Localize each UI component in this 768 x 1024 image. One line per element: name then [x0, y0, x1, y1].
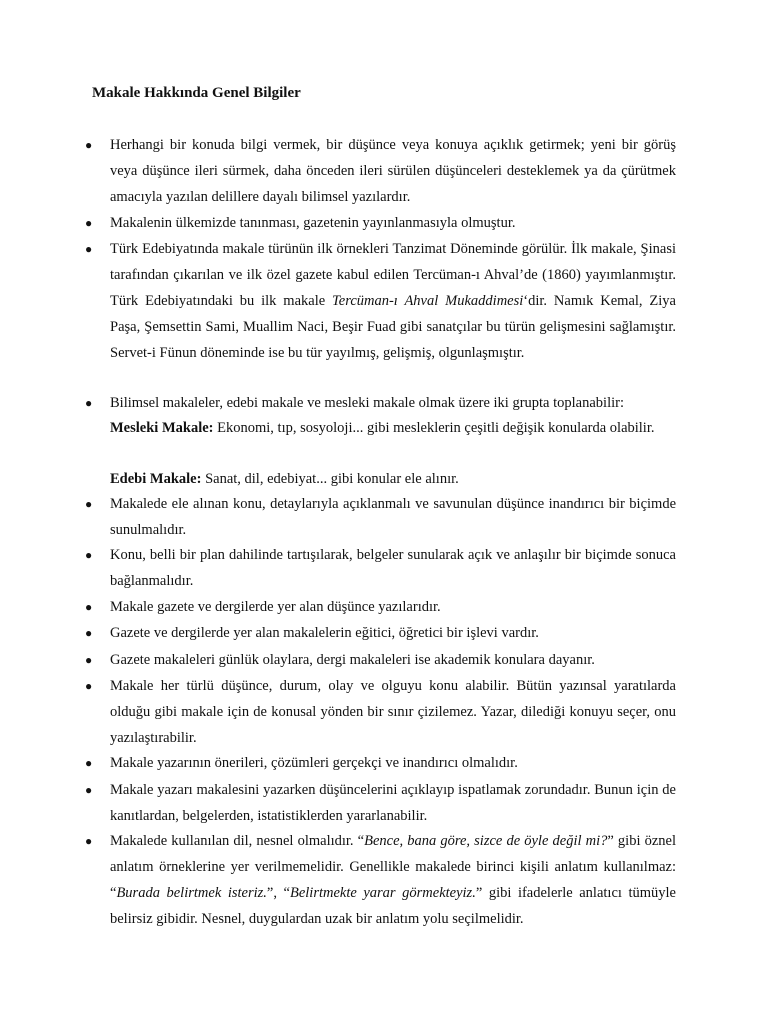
- text-run: Makalede kullanılan dil, nesnel olmalıdır. “: [110, 833, 365, 849]
- bullet-icon: ●: [85, 242, 93, 256]
- bullet-icon: ●: [85, 834, 93, 848]
- list-item-text: Makale yazarı makalesini yazarken düşüncelerini açıklayıp ispatlamak zorundadır. Bunun için de kanıtlardan, belgelerden, istatistiklerden yararlanabilir.: [110, 782, 676, 824]
- list-item-text: Makale yazarının önerileri, çözümleri gerçekçi ve inandırıcı olmalıdır.: [110, 755, 518, 771]
- italic-quote: Burada belirtmek isteriz.: [116, 885, 267, 901]
- category-description: Ekonomi, tıp, sosyoloji... gibi mesleklerin çeşitli değişik konularda olabilir.: [213, 420, 655, 436]
- italic-quote: Belirtmekte yarar görmekteyiz.: [289, 885, 476, 901]
- bullet-icon: ●: [85, 756, 93, 770]
- category-text: [110, 415, 676, 441]
- list-item-text: Makale gazete ve dergilerde yer alan düşünce yazılarıdır.: [110, 599, 441, 615]
- text-run: ‘dir. Namık Kemal, Ziya Paşa, Şemsettin Sami, Muallim Naci, Beşir Fuad gibi sanatçılar bu türün gelişmesini sağlamıştır. Servet-i Fünun döneminde ise bu tür yayılmış, gelişmiş, olgunlaşmıştır.: [110, 293, 676, 361]
- list-item-text: [110, 828, 676, 932]
- bullet-icon: ●: [85, 653, 93, 667]
- bullet-icon: ●: [85, 548, 93, 562]
- page-title: Makale Hakkında Genel Bilgiler: [92, 85, 301, 101]
- bullet-icon: ●: [85, 626, 93, 640]
- list-item-text: [110, 236, 676, 366]
- bullet-icon: ●: [85, 497, 93, 511]
- bullet-icon: ●: [85, 679, 93, 693]
- bullet-icon: ●: [85, 138, 93, 152]
- text-run: ” gibi öznel anlatım örneklerine yer verilmemelidir. Genellikle makalede birinci kişili anlatım kullanılmaz: “: [110, 833, 676, 901]
- category-description: Sanat, dil, edebiyat... gibi konular ele alınır.: [201, 471, 459, 487]
- list-item-text: Makalenin ülkemizde tanınması, gazetenin yayınlanmasıyla olmuştur.: [110, 215, 516, 231]
- list-item-text: Gazete ve dergilerde yer alan makalelerin eğitici, öğretici bir işlevi vardır.: [110, 625, 539, 641]
- bullet-icon: ●: [85, 783, 93, 797]
- italic-title: Tercüman-ı Ahval Mukaddimesi: [332, 293, 524, 309]
- list-item-text: Herhangi bir konuda bilgi vermek, bir düşünce veya konuya açıklık getirmek; yeni bir görüş veya düşünce ileri sürmek, daha önceden ileri sürülen düşünceleri desteklemek ya da çürütmek amacıyla yazılan delillere dayalı bilimsel yazılardır.: [110, 137, 676, 205]
- category-label: Mesleki Makale:: [110, 420, 214, 436]
- bullet-icon: ●: [85, 396, 93, 410]
- list-item-text: Makale her türlü düşünce, durum, olay ve olguyu konu alabilir. Bütün yazınsal yaratılarda olduğu gibi makale için de konusal yönden bir sınır çizilemez. Yazar, dilediği konuyu seçer, onu yazılaştırabilir.: [110, 678, 676, 746]
- category-text: [110, 466, 676, 492]
- text-run: ” gibi ifadelerle anlatıcı tümüyle belirsiz gibidir. Nesnel, duygulardan uzak bir anlatım yolu seçilmelidir.: [110, 885, 676, 927]
- bullet-icon: ●: [85, 216, 93, 230]
- list-item-text: Konu, belli bir plan dahilinde tartışılarak, belgeler sunularak açık ve anlaşılır bir biçimde sonuca bağlanmalıdır.: [110, 547, 676, 589]
- list-item-text: Gazete makaleleri günlük olaylara, dergi makaleleri ise akademik konulara dayanır.: [110, 652, 595, 668]
- text-run: ”, “: [266, 885, 290, 901]
- italic-quote: Bence, bana göre, sizce de öyle değil mi?: [364, 833, 608, 849]
- bullet-icon: ●: [85, 600, 93, 614]
- list-item-text: Bilimsel makaleler, edebi makale ve mesleki makale olmak üzere iki grupta toplanabilir:: [110, 395, 624, 411]
- list-item-text: Makalede ele alınan konu, detaylarıyla açıklanmalı ve savunulan düşünce inandırıcı bir biçimde sunulmalıdır.: [110, 496, 676, 538]
- category-label: Edebi Makale:: [110, 471, 202, 487]
- text-run: Türk Edebiyatında makale türünün ilk örnekleri Tanzimat Döneminde görülür. İlk makale, Şinasi tarafından çıkarılan ve ilk özel gazete kabul edilen Tercüman-ı Ahval’de (1860) yayımlanmıştır. Türk Edebiyatındaki bu ilk makale: [110, 241, 676, 309]
